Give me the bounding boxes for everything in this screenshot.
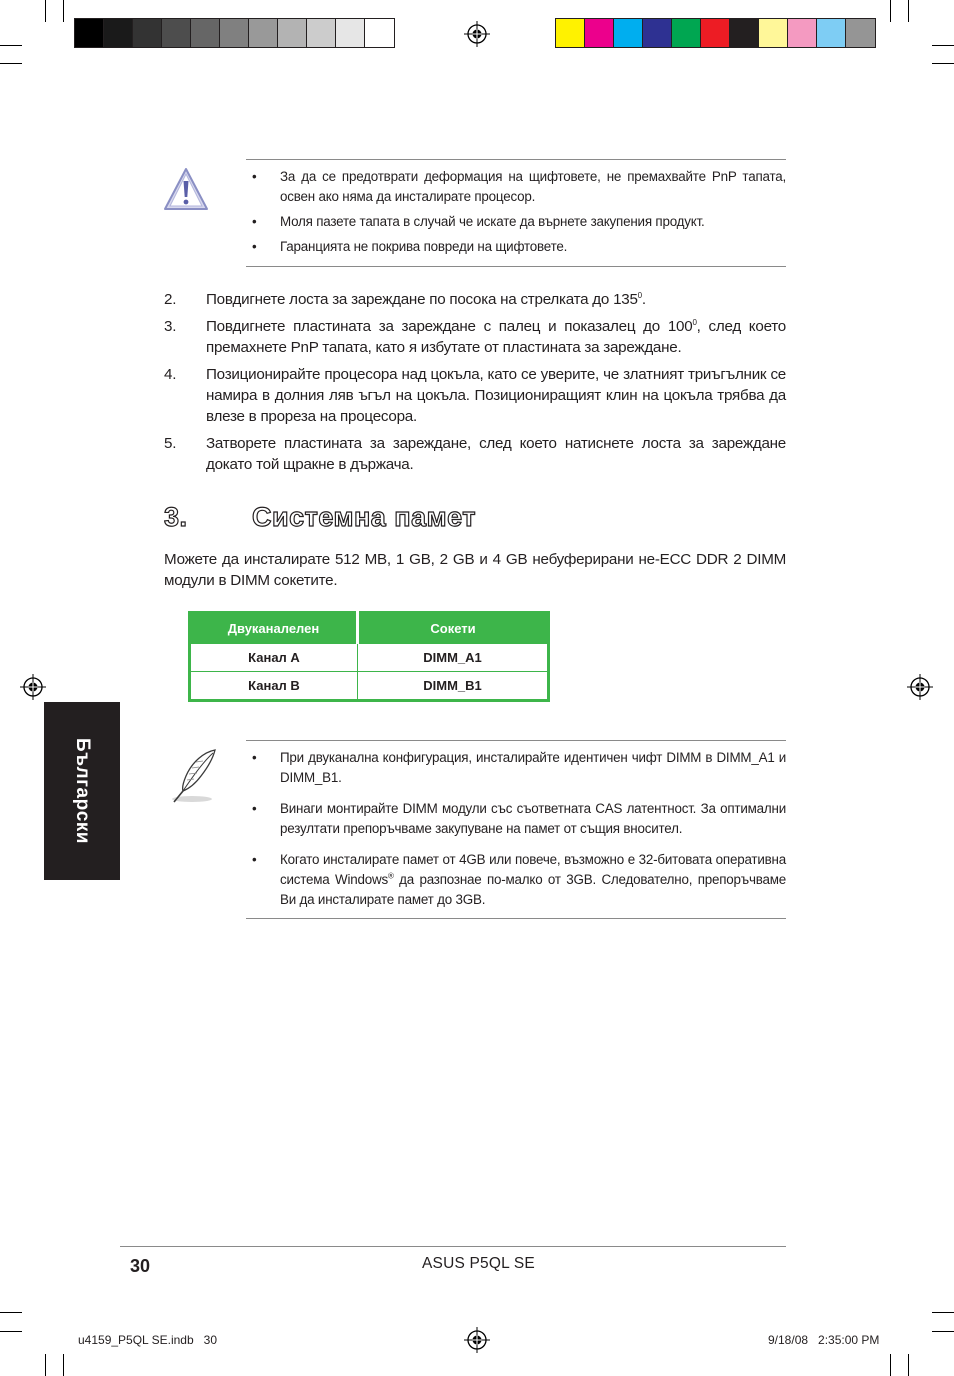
table-header-row: [190, 613, 549, 644]
list-item: [164, 364, 786, 427]
color-swatch: [643, 19, 672, 47]
note-text: При двуканална конфигурация, инсталирайте идентичен чифт DIMM в DIMM_A1 и DIMM_B1.: [280, 750, 786, 785]
memory-channel-table: [188, 611, 550, 702]
registration-mark-icon: [464, 21, 490, 47]
step-number: 5.: [164, 435, 177, 452]
step-text-end: .: [641, 291, 646, 308]
step-text: Позиционирайте процесора над цокъла, като се уверите, че златният триъгълник се намира в долния ляв ъгъл на цокъла. Позициониращият клин на цокъла трябва да влезе в прореза на процесора.: [206, 366, 786, 425]
caution-text: За да се предотврати деформация на щифтовете, не премахвайте PnP тапата, освен ако няма да инсталирате процесор.: [280, 169, 786, 204]
crop-mark: [63, 1354, 64, 1376]
table-row: [190, 672, 549, 701]
crop-mark: [932, 1312, 954, 1313]
registration-mark-icon: [20, 674, 46, 700]
step-text: Затворете пластината за зареждане, след което натиснете лоста за зареждане докато той щракне в държача.: [206, 435, 786, 473]
gray-swatch: [307, 19, 336, 47]
section-number: 3.: [164, 502, 188, 532]
list-item: [164, 316, 786, 358]
registration-mark-icon: [464, 1327, 490, 1353]
bullet: •: [252, 750, 257, 765]
caution-top-rule: [246, 159, 786, 160]
color-swatch: [672, 19, 701, 47]
crop-mark: [0, 45, 22, 46]
step-text: Повдигнете пластината за зареждане с палец и показалец до 100: [206, 318, 693, 335]
file-slug-text: u4159_P5QL SE.indb 30: [78, 1333, 217, 1347]
note-list: [246, 748, 786, 910]
list-item: [246, 237, 786, 257]
step-number: 3.: [164, 318, 177, 335]
product-name: ASUS P5QL SE: [422, 1255, 535, 1272]
step-superscript: 0: [637, 290, 642, 300]
gray-swatch: [191, 19, 220, 47]
step-superscript: 0: [692, 317, 697, 327]
gray-swatch: [75, 19, 104, 47]
note-superscript: ®: [387, 871, 394, 881]
color-swatch: [846, 19, 875, 47]
gray-swatch: [162, 19, 191, 47]
crop-mark: [63, 0, 64, 22]
language-tab-label: Български: [72, 738, 93, 844]
step-number: 4.: [164, 366, 177, 383]
installation-steps: [164, 289, 786, 475]
section-title: Системна памет: [252, 502, 476, 532]
caution-text: Гаранцията не покрива повреди на щифтовете.: [280, 239, 568, 254]
list-item: [164, 433, 786, 475]
print-timestamp: [768, 1333, 879, 1347]
caution-text: Моля пазете тапата в случай че искате да върнете закупения продукт.: [280, 214, 705, 229]
step-text-end: , след което премахнете PnP тапата, като я избутате от пластината за зареждане.: [206, 318, 786, 356]
list-item: [164, 289, 786, 310]
color-swatch: [759, 19, 788, 47]
table-row: [190, 644, 549, 672]
caution-bottom-rule: [246, 266, 786, 267]
note-text: Когато инсталирате памет от 4GB или повече, възможно е 32-битовата оперативна система Windows: [280, 852, 786, 887]
crop-mark: [0, 63, 22, 64]
note-bottom-rule: [246, 918, 786, 919]
crop-mark: [908, 0, 909, 22]
page-number: 30: [130, 1256, 151, 1276]
gray-swatch: [278, 19, 307, 47]
crop-mark: [45, 0, 46, 22]
footer-rule: [120, 1246, 786, 1247]
bullet: •: [252, 239, 257, 254]
crop-mark: [45, 1354, 46, 1376]
color-swatch: [701, 19, 730, 47]
crop-mark: [932, 1331, 954, 1332]
grayscale-color-bar: [74, 18, 395, 48]
note-text-end: да разпознае по-малко от 3GB. Следователно, препоръчваме Ви да инсталирате памет до 3GB.: [280, 872, 786, 907]
color-swatch: [817, 19, 846, 47]
crop-mark: [890, 1354, 891, 1376]
table-cell: DIMM_B1: [358, 672, 549, 701]
table-cell: Канал A: [190, 644, 358, 672]
crop-mark: [932, 45, 954, 46]
registration-mark-icon: [907, 674, 933, 700]
table-header: Сокети: [358, 613, 549, 644]
list-item: [246, 212, 786, 232]
bullet: •: [252, 169, 257, 184]
bullet: •: [252, 214, 257, 229]
timestamp-text: 9/18/08 2:35:00 PM: [768, 1333, 880, 1347]
list-item: [246, 799, 786, 839]
color-swatch: [614, 19, 643, 47]
table-cell: Канал B: [190, 672, 358, 701]
note-top-rule: [246, 740, 786, 741]
list-item: [246, 167, 786, 207]
crop-mark: [0, 1331, 22, 1332]
step-text: Повдигнете лоста за зареждане по посока на стрелката до 135: [206, 291, 638, 308]
gray-swatch: [365, 19, 394, 47]
caution-list: [246, 167, 786, 257]
color-swatch: [556, 19, 585, 47]
gray-swatch: [249, 19, 278, 47]
crop-mark: [908, 1354, 909, 1376]
bullet: •: [252, 801, 257, 816]
table-cell: DIMM_A1: [358, 644, 549, 672]
bullet: •: [252, 852, 257, 867]
warning-triangle-icon: [162, 164, 210, 214]
gray-swatch: [336, 19, 365, 47]
step-number: 2.: [164, 291, 177, 308]
crop-mark: [932, 63, 954, 64]
list-item: [246, 748, 786, 788]
color-swatch: [730, 19, 759, 47]
gray-swatch: [133, 19, 162, 47]
color-swatch: [788, 19, 817, 47]
section-heading: [164, 502, 476, 533]
file-slug: [78, 1333, 217, 1347]
gray-swatch: [220, 19, 249, 47]
list-item: [246, 850, 786, 910]
process-color-bar: [555, 18, 876, 48]
color-swatch: [585, 19, 614, 47]
note-text: Винаги монтирайте DIMM модули със съответната CAS латентност. За оптимални резултати препоръчваме закупуване на памет от същия вносител.: [280, 801, 786, 836]
gray-swatch: [104, 19, 133, 47]
crop-mark: [0, 1312, 22, 1313]
table-header: Двуканалелен: [227, 621, 320, 636]
quill-pen-icon: [168, 746, 220, 806]
section-intro: Можете да инсталирате 512 MB, 1 GB, 2 GB и 4 GB небуферирани не-ECC DDR 2 DIMM модули в DIMM сокетите.: [164, 551, 786, 589]
crop-mark: [890, 0, 891, 22]
